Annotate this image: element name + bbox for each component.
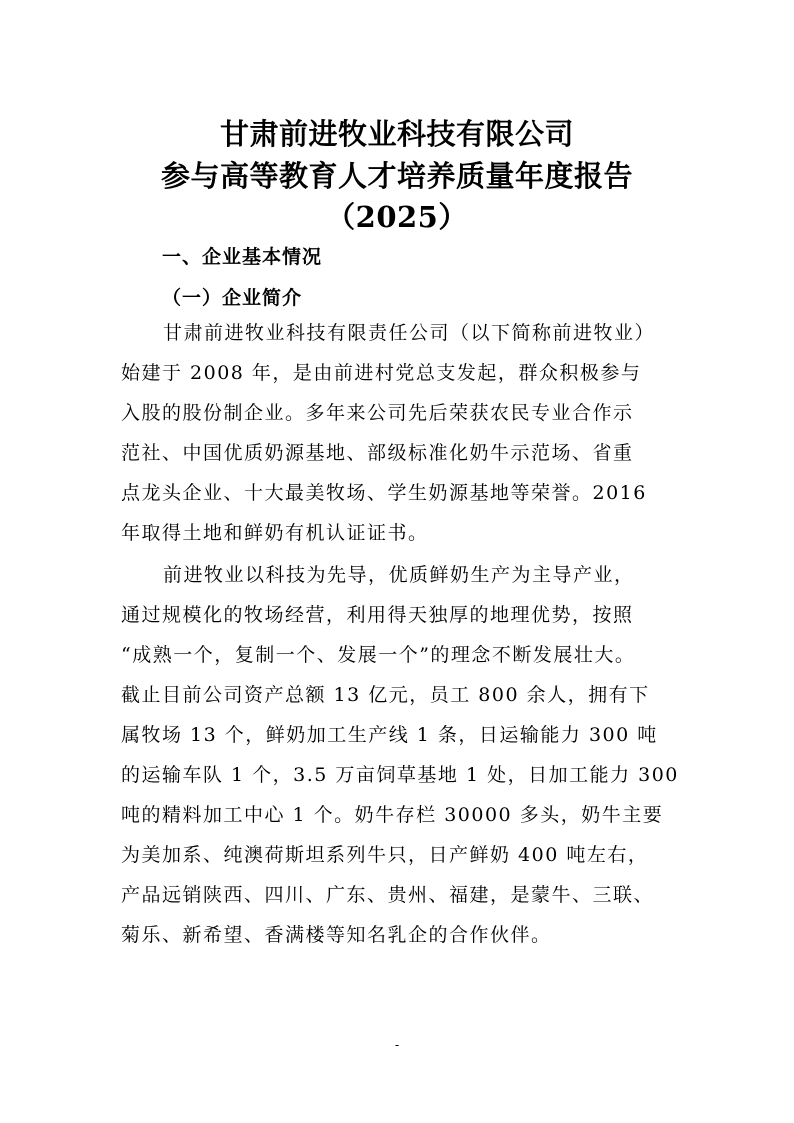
- paragraph-line: 始建于 2008 年，是由前进村党总支发起，群众积极参与: [121, 362, 642, 384]
- document-title-company: 甘肃前进牧业科技有限公司: [219, 117, 574, 151]
- page-number-mark: -: [394, 1038, 400, 1052]
- document-title-year: （2025）: [326, 200, 468, 234]
- paragraph-line: “成熟一个，复制一个、发展一个”的理念不断发展壮大。: [121, 644, 636, 666]
- paragraph-line: 入股的股份制企业。多年来公司先后荣获农民专业合作示: [121, 402, 634, 424]
- paragraph-line: 甘肃前进牧业科技有限责任公司（以下简称前进牧业）: [163, 322, 656, 344]
- paragraph-company-intro: [121, 318, 681, 544]
- paragraph-line: 产品远销陕西、四川、广东、贵州、福建，是蒙牛、三联、: [121, 884, 655, 906]
- paragraph-line: 吨的精料加工中心 1 个。奶牛存栏 30000 多头，奶牛主要: [121, 804, 664, 826]
- paragraph-line: 菊乐、新希望、香满楼等知名乳企的合作伙伴。: [121, 924, 552, 946]
- subsection-heading: （一）企业简介: [162, 287, 303, 309]
- paragraph-line: 截止目前公司资产总额 13 亿元，员工 800 余人，拥有下: [121, 684, 650, 706]
- paragraph-line: 通过规模化的牧场经营，利用得天独厚的地理优势，按照: [121, 604, 634, 626]
- paragraph-line: 点龙头企业、十大最美牧场、学生奶源基地等荣誉。2016: [121, 482, 647, 504]
- paragraph-company-development: [121, 560, 681, 960]
- section-heading: 一、企业基本情况: [162, 246, 323, 268]
- paragraph-line: 为美加系、纯澳荷斯坦系列牛只，日产鲜奶 400 吨左右，: [121, 844, 649, 866]
- paragraph-line: 属牧场 13 个，鲜奶加工生产线 1 条，日运输能力 300 吨: [121, 724, 658, 746]
- document-title-report: 参与高等教育人才培养质量年度报告: [160, 159, 633, 193]
- paragraph-line: 的运输车队 1 个，3.5 万亩饲草基地 1 处，日加工能力 300: [121, 764, 679, 786]
- paragraph-line: 前进牧业以科技为先导，优质鲜奶生产为主导产业，: [163, 564, 635, 586]
- paragraph-line: 范社、中国优质奶源基地、部级标准化奶牛示范场、省重: [121, 442, 634, 464]
- paragraph-line: 年取得土地和鲜奶有机认证证书。: [121, 522, 429, 544]
